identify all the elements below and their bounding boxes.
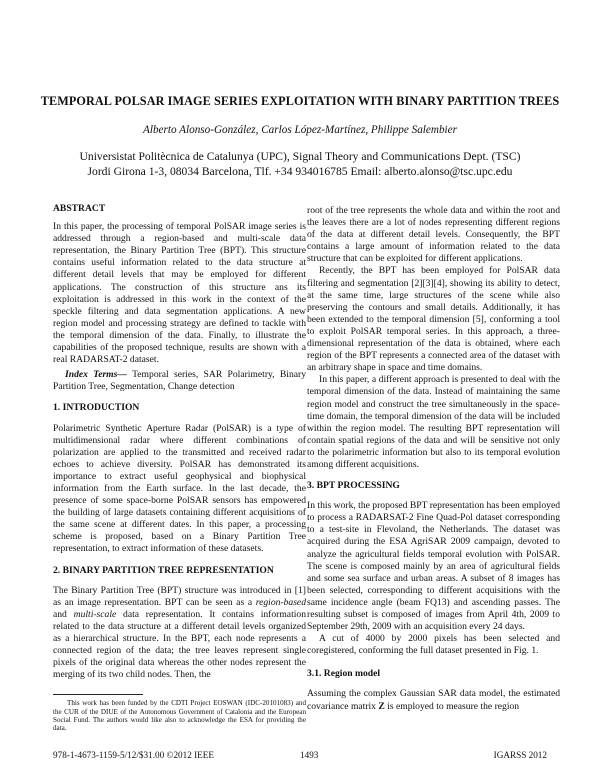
introduction-text: Polarimetric Synthetic Aperture Radar (PolSAR) is a type of multidimensional radar where different combinations of polarization are applied to the transmitted and received radar echoes to achieve diversity. PolSAR has demonstrated its importance to extract useful geophysical and biophysical information from the Earth surface. In the last decade, the presence of some space-borne PolSAR sensors has empowered the building of large datasets containing different acquisitions of the same scene at different dates. In this paper, a processing scheme is proposed, based on a Binary Partition Tree representation, to extract information of these datasets. [53, 422, 306, 555]
abstract-heading: ABSTRACT [53, 203, 106, 214]
footer-conference: IGARSS 2012 [493, 750, 547, 760]
bpt-processing-heading: 3. BPT PROCESSING [307, 480, 400, 492]
body-paragraph: Recently, the BPT has been employed for PolSAR data filtering and segmentation [2][3][4], showing its ability to detect, at the same time, large structures of the scene while also preserving the contours and small details. Additionally, it has been extended to the temporal dimension [5], conforming a tool to exploit PolSAR temporal series. In this approach, a three-dimensional representation of the data is obtained, where each region of the BPT represents a connected area of the dataset with an arbitrary shape in space and time domains. [307, 265, 560, 374]
footer-page-number: 1493 [300, 750, 319, 760]
paper-title: TEMPORAL POLSAR IMAGE SERIES EXPLOITATION WITH BINARY PARTITION TREES [40, 94, 560, 108]
region-model-text: is employed to measure the region [384, 700, 520, 712]
body-paragraph: In this work, the proposed BPT representation has been employed to process a RADARSAT-2 Fine Quad-Pol dataset corresponding to a test-site in Flevoland, the Netherlands. The dataset was acquired during the ESA AgriSAR 2009 campaign, devoted to analyze the agricultural fields temporal evolution with PolSAR. The scene is composed mainly by an area of agricultural fields and some sea surface and urban areas. A subset of 8 images has been selected, corresponding to different acquisitions with the same incidence angle (beam FQ13) and ascending passes. The resulting subset is composed of images from April 4th, 2009 to September 29th, 2009 with an acquisition every 24 days. [307, 500, 560, 633]
bpt-emphasis-multiscale: multi-scale [73, 608, 117, 620]
bpt-text-part: data representation. It contains information related to the data structure at a different detail levels organized as a hierarchical structure. In the BPT, each node represents a connected region of the data; the tree leaves represent single pixels of the original data whereas the other nodes represent the merging of its two child nodes. Then, the [53, 608, 306, 681]
bpt-emphasis-region: region-based [255, 596, 306, 608]
covariance-symbol: Z [378, 700, 385, 712]
body-paragraph: A cut of 4000 by 2000 pixels has been selected and coregistered, conforming the full dataset presented in Fig. 1. [307, 633, 560, 657]
footnote-divider [53, 694, 143, 695]
author-list: Alberto Alonso-González, Carlos López-Martínez, Philippe Salembier [143, 124, 457, 136]
right-column [307, 205, 560, 713]
footnote: This work has been funded by the CDTI Project EOSWAN (IDC-20101083) and the CUR of the DIUE of the Autonomous Government of Catalonia and the European Social Fund. The authors would like also to acknowledge the ESA for providing the data. [53, 699, 306, 733]
bpt-text-part: The Binary Partition Tree (BPT) structure was introduced in [1] as an image representation. BPT can be seen as a [53, 584, 306, 608]
index-terms [53, 369, 306, 393]
body-paragraph: root of the tree represents the whole data and within the root and the leaves there are a lot of nodes representing different regions of the data at different detail levels. Consequently, the BPT contains a large amount of information related to the data structure that can be exploited for different applications. [307, 205, 560, 265]
bpt-representation-text [53, 585, 306, 682]
bpt-representation-heading: 2. BINARY PARTITION TREE REPRESENTATION [53, 564, 274, 576]
abstract-text: In this paper, the processing of temporal PolSAR image series is addressed through a region-based and multi-scale data representation, the Binary Partition Tree (BPT). This structure contains useful information related to the data structure at different detail levels that may be employed for different applications. The construction of this structure ans its exploitation is addressed in this work in the context of the speckle filtering and data segmentation applications. A new region model and processing strategy are defined to tackle with the temporal dimension of the data. Finally, to illustrate the capabilities of the proposed technique, results are shown with a real RADARSAT-2 dataset. [53, 221, 306, 366]
affiliation-line-2: Jordi Girona 1-3, 08034 Barcelona, Tlf. +34 934016785 Email: alberto.alonso@tsc.upc.edu [87, 165, 513, 178]
left-column [53, 203, 306, 733]
region-model-text: Assuming the complex Gaussian SAR data model, the estimated covariance matrix [307, 688, 560, 712]
region-model-heading: 3.1. Region model [307, 668, 381, 680]
affiliation-line-1: Universistat Politècnica de Catalunya (UPC), Signal Theory and Communications Dept. (TSC) [79, 150, 521, 163]
introduction-heading: 1. INTRODUCTION [53, 402, 140, 414]
body-paragraph [307, 688, 560, 712]
body-paragraph: In this paper, a different approach is presented to deal with the temporal dimension of the data. Instead of maintaining the same region model and construct the tree simultaneously in the space-time domain, the temporal dimension of the data will be included within the region model. The resulting BPT representation will contain spatial regions of the data and will be sensitive not only to the polarimetric information but also to its temporal evolution among different acquisitions. [307, 374, 560, 470]
footer-copyright: 978-1-4673-1159-5/12/$31.00 ©2012 IEEE [53, 750, 215, 760]
affiliation [0, 149, 600, 179]
bpt-text-part: and [53, 608, 74, 620]
index-terms-text: Temporal series, SAR Polarimetry, Binary Partition Tree, Segmentation, Change detection [53, 369, 306, 393]
index-terms-label: Index Terms— [65, 369, 127, 381]
